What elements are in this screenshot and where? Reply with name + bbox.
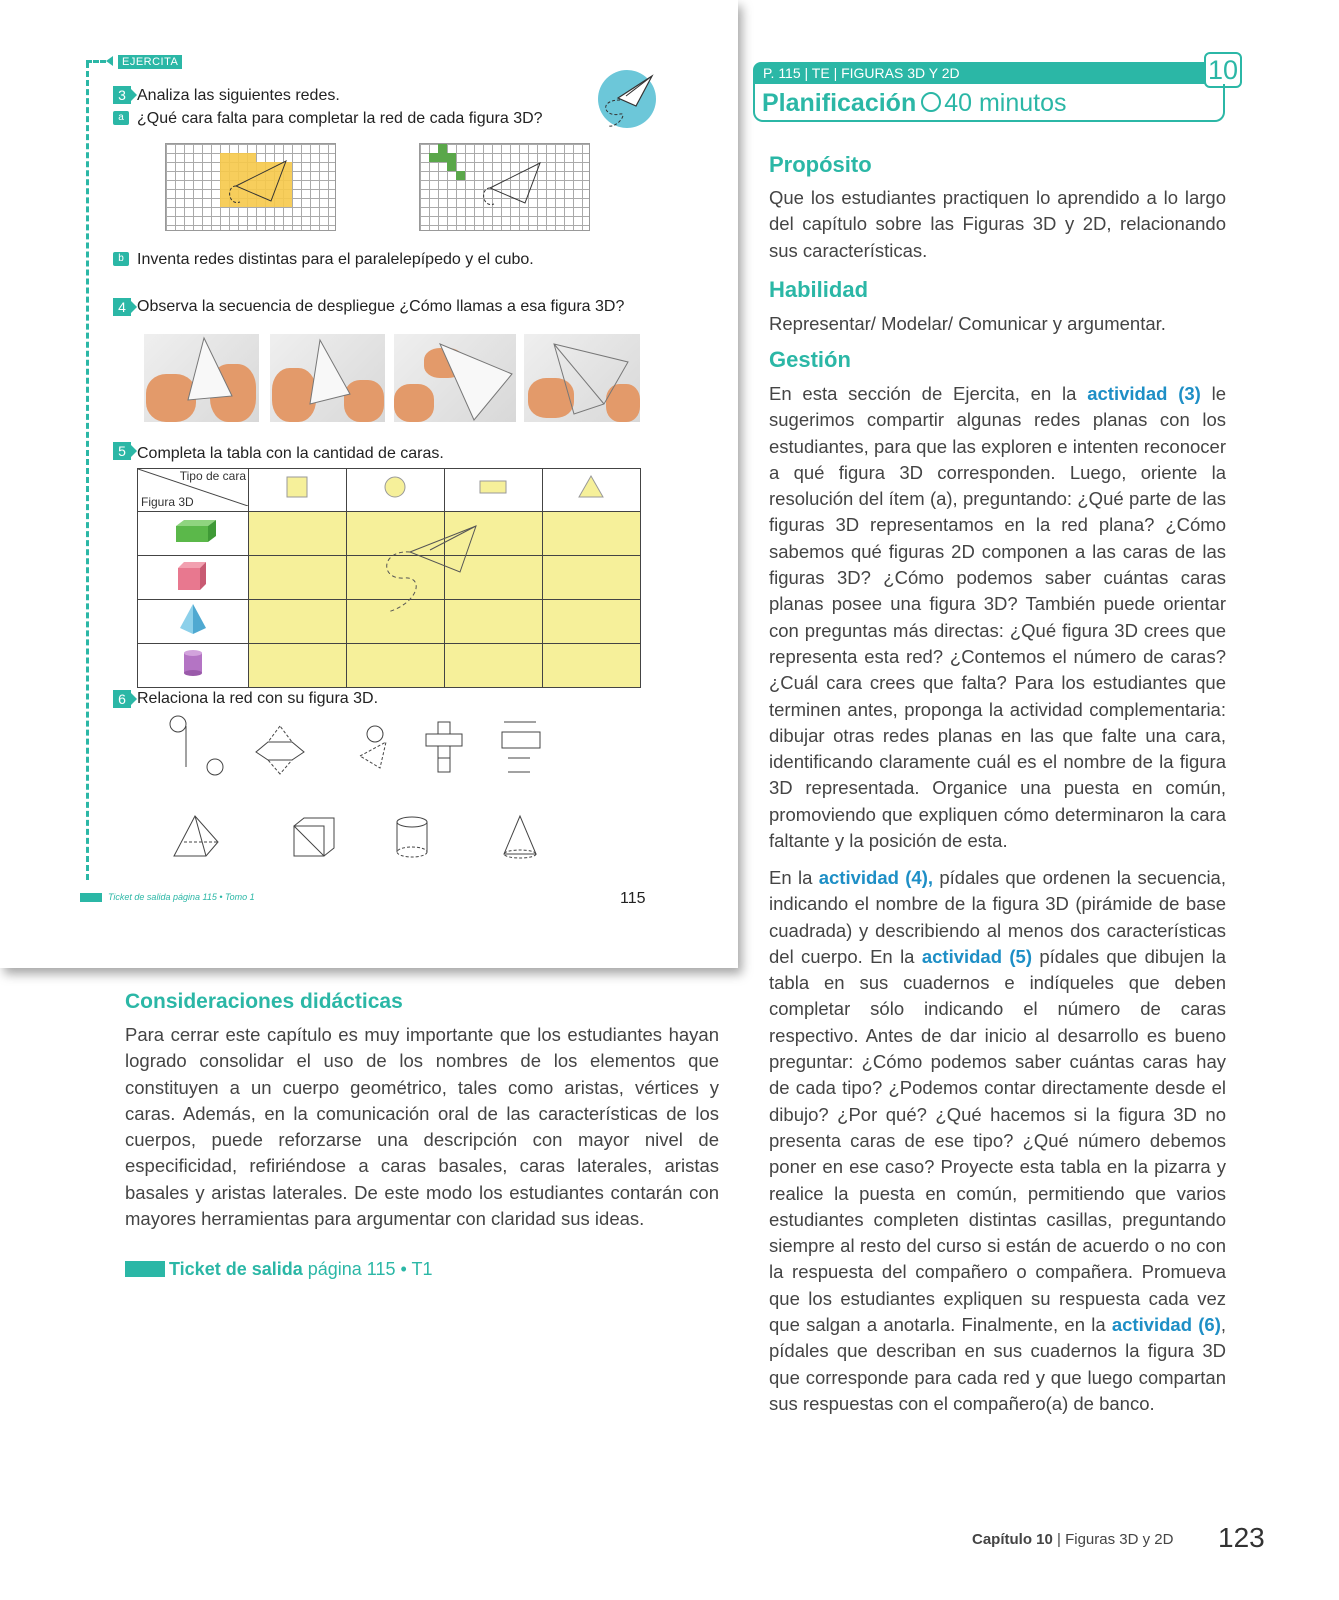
considerations-body: Para cerrar este capítulo es muy importante que los estudiantes hayan logrado consolidar el uso de los nombres de los elementos que constituyen a un cuerpo geométrico, tales como aristas, vértices y caras. Además, en la comunicación oral de las características de los cuerpos, puede reforzarse una descripción con mayor nivel de especificidad, refiriéndose a caras basales, caras laterales, aristas basales y aristas laterales. De este modo los estudiantes contarán con mayores herramientas para argumentar con claridad sus ideas. bbox=[125, 1024, 719, 1230]
dashed-margin-line bbox=[86, 62, 89, 880]
chapter-number-box: 10 bbox=[1204, 52, 1242, 88]
cylinder-figure bbox=[138, 644, 249, 688]
cube-figure bbox=[138, 556, 249, 600]
gestion-title: Gestión bbox=[769, 347, 851, 372]
activity-6-highlight: actividad (6) bbox=[1111, 1314, 1221, 1336]
exercise-5-badge: 5 bbox=[113, 442, 131, 460]
green-face bbox=[447, 162, 456, 171]
arrow-left-icon bbox=[106, 56, 113, 66]
exercise-4-text: Observa la secuencia de despliegue ¿Cómo llamas a esa figura 3D? bbox=[137, 298, 625, 315]
activity-4-highlight: actividad (4), bbox=[818, 867, 934, 888]
rectangle-face-header bbox=[445, 469, 543, 512]
item-b-text: Inventa redes distintas para el paralelepípedo y el cubo. bbox=[137, 251, 534, 268]
clock-icon bbox=[921, 92, 941, 112]
nets-row bbox=[160, 712, 560, 784]
gestion-paragraph-1: En esta sección de Ejercita, en la actividad (3) le sugerimos compartir algunas redes planas con los estudiantes, para que las exploren e intenten reconocer a qué figura 3D corresponden. Luego, oriente la resolución del ítem (a), preguntando: ¿Qué parte de las figuras 3D representamos en la red plana? ¿Cómo sabemos qué figuras 2D componen a las caras de las figuras 3D? ¿Cómo podemos saber cuántas caras planas posee una figura 3D? También puede orientar con preguntas más directas: ¿Qué figura 3D crees que representa esta red? ¿Contemos el número de caras? ¿Cuál cara crees que falta? Para los estudiantes que terminen antes, proponga la actividad complementaria: dibujar otras redes planas en las que falte una cara, identificando claramente cuál es el nombre de la figura 3D representada. Organice una puesta en común, promoviendo que expliquen cómo determinaron la cara faltante y la posición de esta. bbox=[769, 383, 1226, 852]
exercise-5-text: Completa la tabla con la cantidad de caras. bbox=[137, 445, 444, 462]
exit-ticket-reference bbox=[125, 1259, 432, 1280]
exercise-3-text: Analiza las siguientes redes. bbox=[137, 87, 340, 104]
considerations-title: Consideraciones didácticas bbox=[125, 990, 403, 1013]
ticket-page: página 115 • T1 bbox=[307, 1259, 433, 1279]
unfold-photo-1 bbox=[144, 334, 259, 422]
exercise-3-badge: 3 bbox=[113, 86, 131, 104]
activity-3-highlight: actividad (3) bbox=[1087, 383, 1201, 404]
activity-5-highlight: actividad (5) bbox=[921, 945, 1032, 967]
unfold-photo-2 bbox=[270, 334, 385, 422]
ticket-icon bbox=[125, 1261, 165, 1277]
paper-plane-badge bbox=[598, 70, 656, 128]
item-b-badge: b bbox=[113, 252, 129, 266]
planification-label: Planificación bbox=[762, 89, 917, 117]
net-grid-1 bbox=[165, 143, 336, 231]
proposito-body: Que los estudiantes practiquen lo aprendido a lo largo del capítulo sobre las Figuras 3D y 2D, relacionando sus características. bbox=[769, 187, 1226, 261]
habilidad-body: Representar/ Modelar/ Comunicar y argumentar. bbox=[769, 313, 1166, 334]
ticket-icon bbox=[80, 893, 102, 902]
square-face-header bbox=[249, 469, 347, 512]
item-a-badge: a bbox=[113, 111, 129, 125]
net-grid-2 bbox=[419, 143, 590, 231]
green-face bbox=[456, 171, 465, 180]
header-tipo-de-cara: Tipo de cara bbox=[179, 469, 246, 483]
proposito-title: Propósito bbox=[769, 152, 872, 177]
header-figura-3d: Figura 3D bbox=[141, 495, 194, 509]
gestion-paragraph-2: En la actividad (4), pídales que ordenen la secuencia, indicando el nombre de la figura 3D (pirámide de base cuadrada) y describiendo al menos dos características del cuerpo. En la actividad (5) pídales que dibujen la tabla en sus cuadernos e indíqueles que deben completar sólo indicando el número de caras respectivo. Antes de dar inicio al desarrollo es bueno preguntar: ¿Cómo podemos saber cuántas caras hay de cada tipo? ¿Podemos contar directamente desde el dibujo? ¿Por qué? ¿Qué hacemos si la figura 3D no presenta caras de ese tipo? ¿Qué número debemos poner en ese caso? Proyecte esta tabla en la pizarra y realice la puesta en común, permitiendo que varios estudiantes completen distintas casillas, preguntando siempre al resto del curso si están de acuerdo o no con la respuesta del compañero o compañera. Promueva que los estudiantes expliquen su respuesta cada vez que salgan a anotarla. Finalmente, en la actividad (6), pídales que describan en sus cuadernos la figura 3D que corresponde para cada red y que luego compartan sus respuestas con el compañero(a) de banco. bbox=[769, 867, 1226, 1414]
ticket-label: Ticket de salida bbox=[169, 1259, 303, 1279]
green-face bbox=[438, 144, 447, 153]
unfold-photo-3 bbox=[394, 334, 516, 422]
planification-title bbox=[762, 89, 1067, 118]
pyramid-figure bbox=[138, 600, 249, 644]
footer-chapter: Capítulo 10 | Figuras 3D y 2D bbox=[972, 1531, 1174, 1548]
prism-figure bbox=[138, 512, 249, 556]
section-header-bar: P. 115 | TE | FIGURAS 3D Y 2D bbox=[753, 62, 1205, 84]
habilidad-title: Habilidad bbox=[769, 277, 869, 302]
circle-face-header bbox=[347, 469, 445, 512]
paper-plane-icon bbox=[480, 158, 550, 218]
unfold-photo-4 bbox=[524, 334, 640, 422]
ejercita-tag: EJERCITA bbox=[118, 55, 182, 69]
book-page-number: 115 bbox=[620, 890, 646, 907]
table-diagonal-header bbox=[138, 469, 249, 512]
triangle-face-header bbox=[543, 469, 641, 512]
page-number: 123 bbox=[1218, 1522, 1265, 1553]
exercise-6-badge: 6 bbox=[113, 690, 131, 708]
planification-time: 40 minutos bbox=[944, 89, 1067, 117]
green-face bbox=[429, 153, 456, 162]
exercise-6-text: Relaciona la red con su figura 3D. bbox=[137, 690, 379, 707]
exercise-4-badge: 4 bbox=[113, 298, 131, 316]
paper-plane-icon bbox=[226, 156, 296, 216]
paper-plane-icon bbox=[598, 70, 656, 128]
student-book-page bbox=[0, 0, 738, 968]
solids-row bbox=[170, 812, 550, 862]
footer-ticket-text: Ticket de salida página 115 • Tomo 1 bbox=[108, 892, 255, 902]
paper-plane-watermark-icon bbox=[380, 522, 480, 614]
dashed-top-line bbox=[86, 60, 106, 63]
item-a-text: ¿Qué cara falta para completar la red de cada figura 3D? bbox=[137, 110, 543, 127]
